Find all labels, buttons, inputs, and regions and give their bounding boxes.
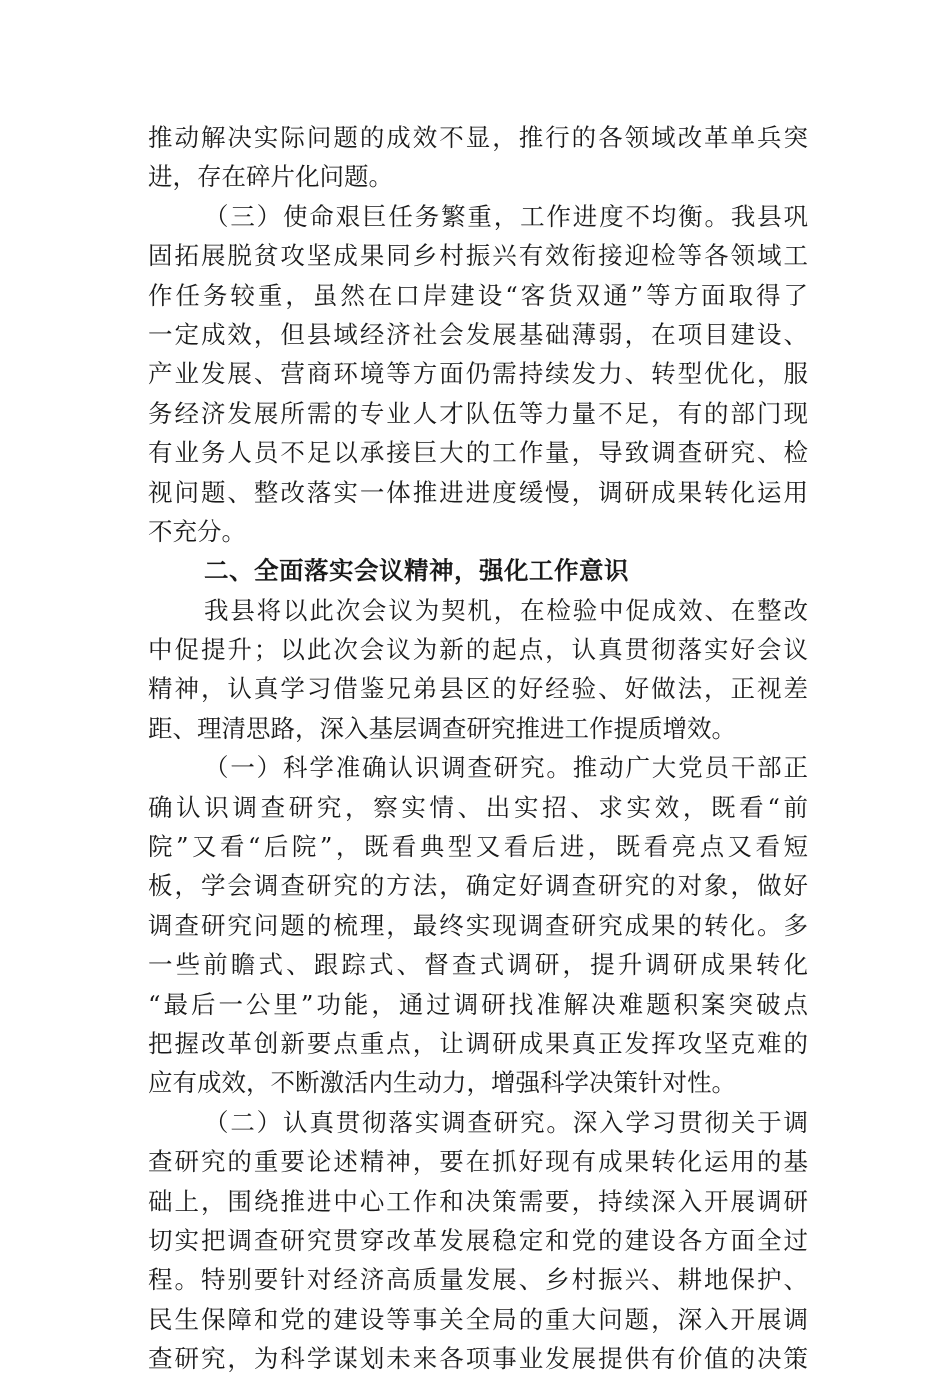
text-line: 进，存在碎片化问题。 — [148, 162, 393, 192]
text-line: 视问题、整改落实一体推进进度缓慢，调研成果转化运用 — [148, 477, 808, 507]
document-page — [148, 118, 808, 1379]
text-line: （二）认真贯彻落实调查研究。深入学习贯彻关于调 — [204, 1107, 808, 1137]
text-line: （三）使命艰巨任务繁重，工作进度不均衡。我县巩 — [204, 201, 808, 231]
text-line: 产业发展、营商环境等方面仍需持续发力、转型优化，服 — [148, 359, 808, 389]
text-line: 中促提升；以此次会议为新的起点，认真贯彻落实好会议 — [148, 635, 808, 665]
text-line: 把握改革创新要点重点，让调研成果真正发挥攻坚克难的 — [148, 1028, 808, 1058]
text-line: 程。特别要针对经济高质量发展、乡村振兴、耕地保护、 — [148, 1265, 808, 1295]
text-line: 作任务较重，虽然在口岸建设“客货双通”等方面取得了 — [148, 280, 808, 310]
text-line: 查研究，为科学谋划未来各项事业发展提供有价值的决策 — [148, 1344, 808, 1374]
text-line: 一些前瞻式、跟踪式、督查式调研，提升调研成果转化 — [148, 950, 808, 980]
text-line: 民生保障和党的建设等事关全局的重大问题，深入开展调 — [148, 1304, 808, 1334]
text-line: 一定成效，但县域经济社会发展基础薄弱，在项目建设、 — [148, 319, 808, 349]
text-line: 固拓展脱贫攻坚成果同乡村振兴有效衔接迎检等各领域工 — [148, 241, 808, 271]
text-line: 精神，认真学习借鉴兄弟县区的好经验、好做法，正视差 — [148, 674, 808, 704]
text-line: 查研究的重要论述精神，要在抓好现有成果转化运用的基 — [148, 1147, 808, 1177]
text-line: 调查研究问题的梳理，最终实现调查研究成果的转化。多 — [148, 910, 808, 940]
text-line: 确认识调查研究，察实情、出实招、求实效，既看“前 — [148, 792, 808, 822]
text-line: 院”又看“后院”，既看典型又看后进，既看亮点又看短 — [148, 832, 808, 862]
text-line: 距、理清思路，深入基层调查研究推进工作提质增效。 — [148, 713, 736, 743]
text-line: 不充分。 — [148, 516, 246, 546]
text-line: 切实把调查研究贯穿改革发展稳定和党的建设各方面全过 — [148, 1225, 808, 1255]
text-line: “最后一公里”功能，通过调研找准解决难题积案突破点 — [148, 989, 808, 1019]
text-line: （一）科学准确认识调查研究。推动广大党员干部正 — [204, 753, 808, 783]
section-heading: 二、全面落实会议精神，强化工作意识 — [204, 556, 629, 586]
text-line: 推动解决实际问题的成效不显，推行的各领域改革单兵突 — [148, 123, 808, 152]
text-line: 板，学会调查研究的方法，确定好调查研究的对象，做好 — [148, 871, 808, 901]
text-line: 我县将以此次会议为契机，在检验中促成效、在整改 — [204, 595, 808, 625]
text-line: 础上，围绕推进中心工作和决策需要，持续深入开展调研 — [148, 1186, 808, 1216]
text-line: 务经济发展所需的专业人才队伍等力量不足，有的部门现 — [148, 398, 808, 428]
text-line: 有业务人员不足以承接巨大的工作量，导致调查研究、检 — [148, 438, 808, 468]
text-line: 应有成效，不断激活内生动力，增强科学决策针对性。 — [148, 1068, 736, 1098]
